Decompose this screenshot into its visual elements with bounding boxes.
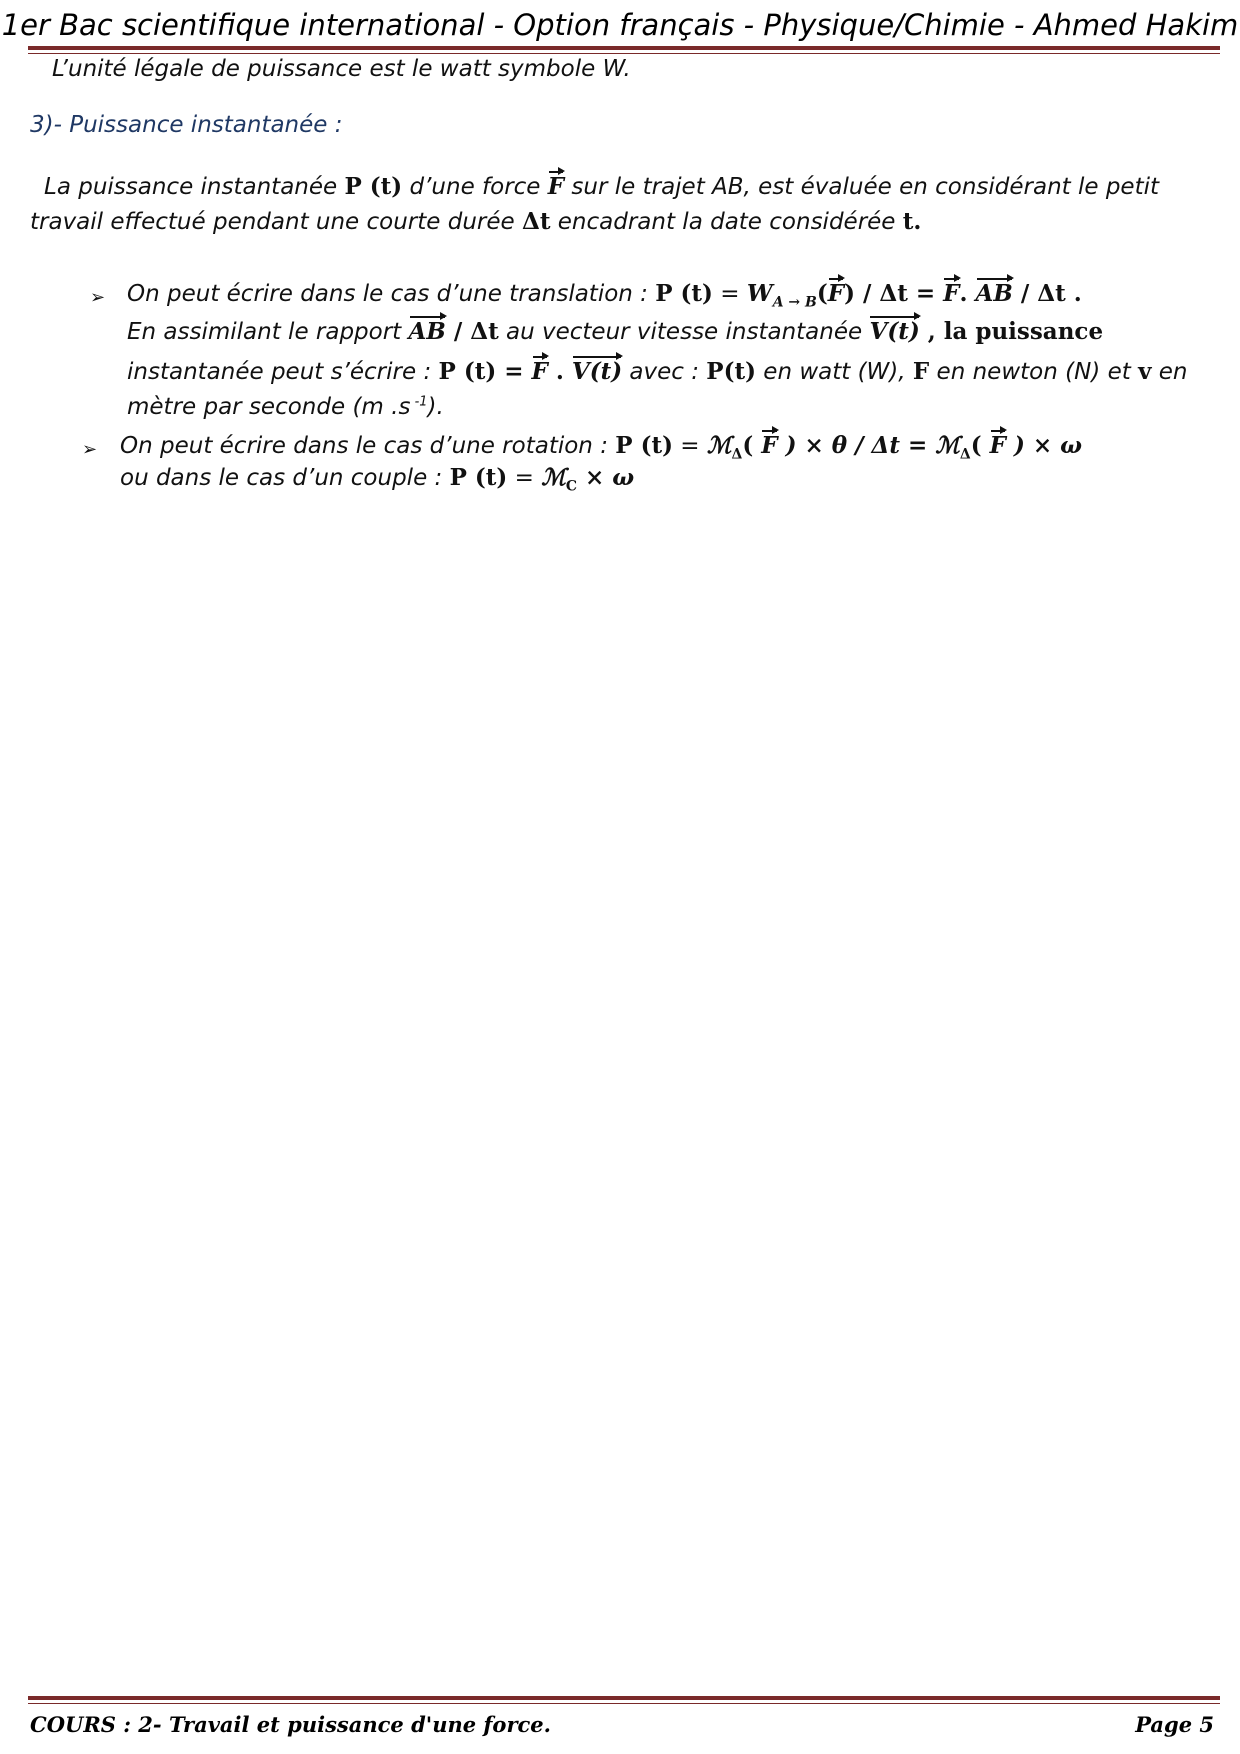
velocity-assimilation-line: En assimilant le rapport AB / Δt au vecteur vitesse instantanée V(t) , la puissance bbox=[127, 318, 1104, 345]
rotation-formula-line: On peut écrire dans le cas d’une rotation : P (t) = ℳ$_\Delta$( F ) × θ / Δt = ℳ$_\Delta$( F ) × ω bbox=[120, 432, 1083, 463]
header-rule-thin bbox=[28, 53, 1220, 54]
arrow-bullet-icon: ➢ bbox=[82, 439, 98, 460]
footer-page-number: Page 5 bbox=[1135, 1712, 1214, 1737]
definition-line-1: La puissance instantanée P (t) d’une force F sur le trajet AB, est évaluée en considérant le petit bbox=[44, 173, 1160, 200]
footer-rule-thin bbox=[28, 1703, 1220, 1704]
couple-formula-line: ou dans le cas d’un couple : P (t) = ℳ$_C$ × ω bbox=[120, 464, 635, 495]
section-heading: 3)- Puissance instantanée : bbox=[30, 112, 343, 138]
definition-line-2: travail effectué pendant une courte durée Δt encadrant la date considérée t. bbox=[30, 208, 922, 235]
page-header-title: 1er Bac scientifique international - Option français - Physique/Chimie - Ahmed Hakim bbox=[1, 8, 1239, 42]
footer-course-title: COURS : 2- Travail et puissance d'une force. bbox=[30, 1712, 551, 1737]
units-line: mètre par seconde (m .s $^{-1}$). bbox=[127, 394, 444, 420]
footer-rule-thick bbox=[28, 1696, 1220, 1700]
translation-formula-line: On peut écrire dans le cas d’une translation : P $(t) = W_{A \to B}(F) / \Delta t = F$. AB / Δt . bbox=[127, 280, 1082, 311]
instantaneous-power-formula-line: instantanée peut s’écrire : P (t) = F . V(t) avec : P(t) en watt (W), F en newton (N) et v en bbox=[127, 358, 1188, 385]
header-rule-thick bbox=[28, 46, 1220, 50]
arrow-bullet-icon: ➢ bbox=[90, 287, 106, 308]
force-vector: F bbox=[547, 173, 565, 200]
unit-statement: L’unité légale de puissance est le watt symbole W. bbox=[52, 56, 631, 82]
